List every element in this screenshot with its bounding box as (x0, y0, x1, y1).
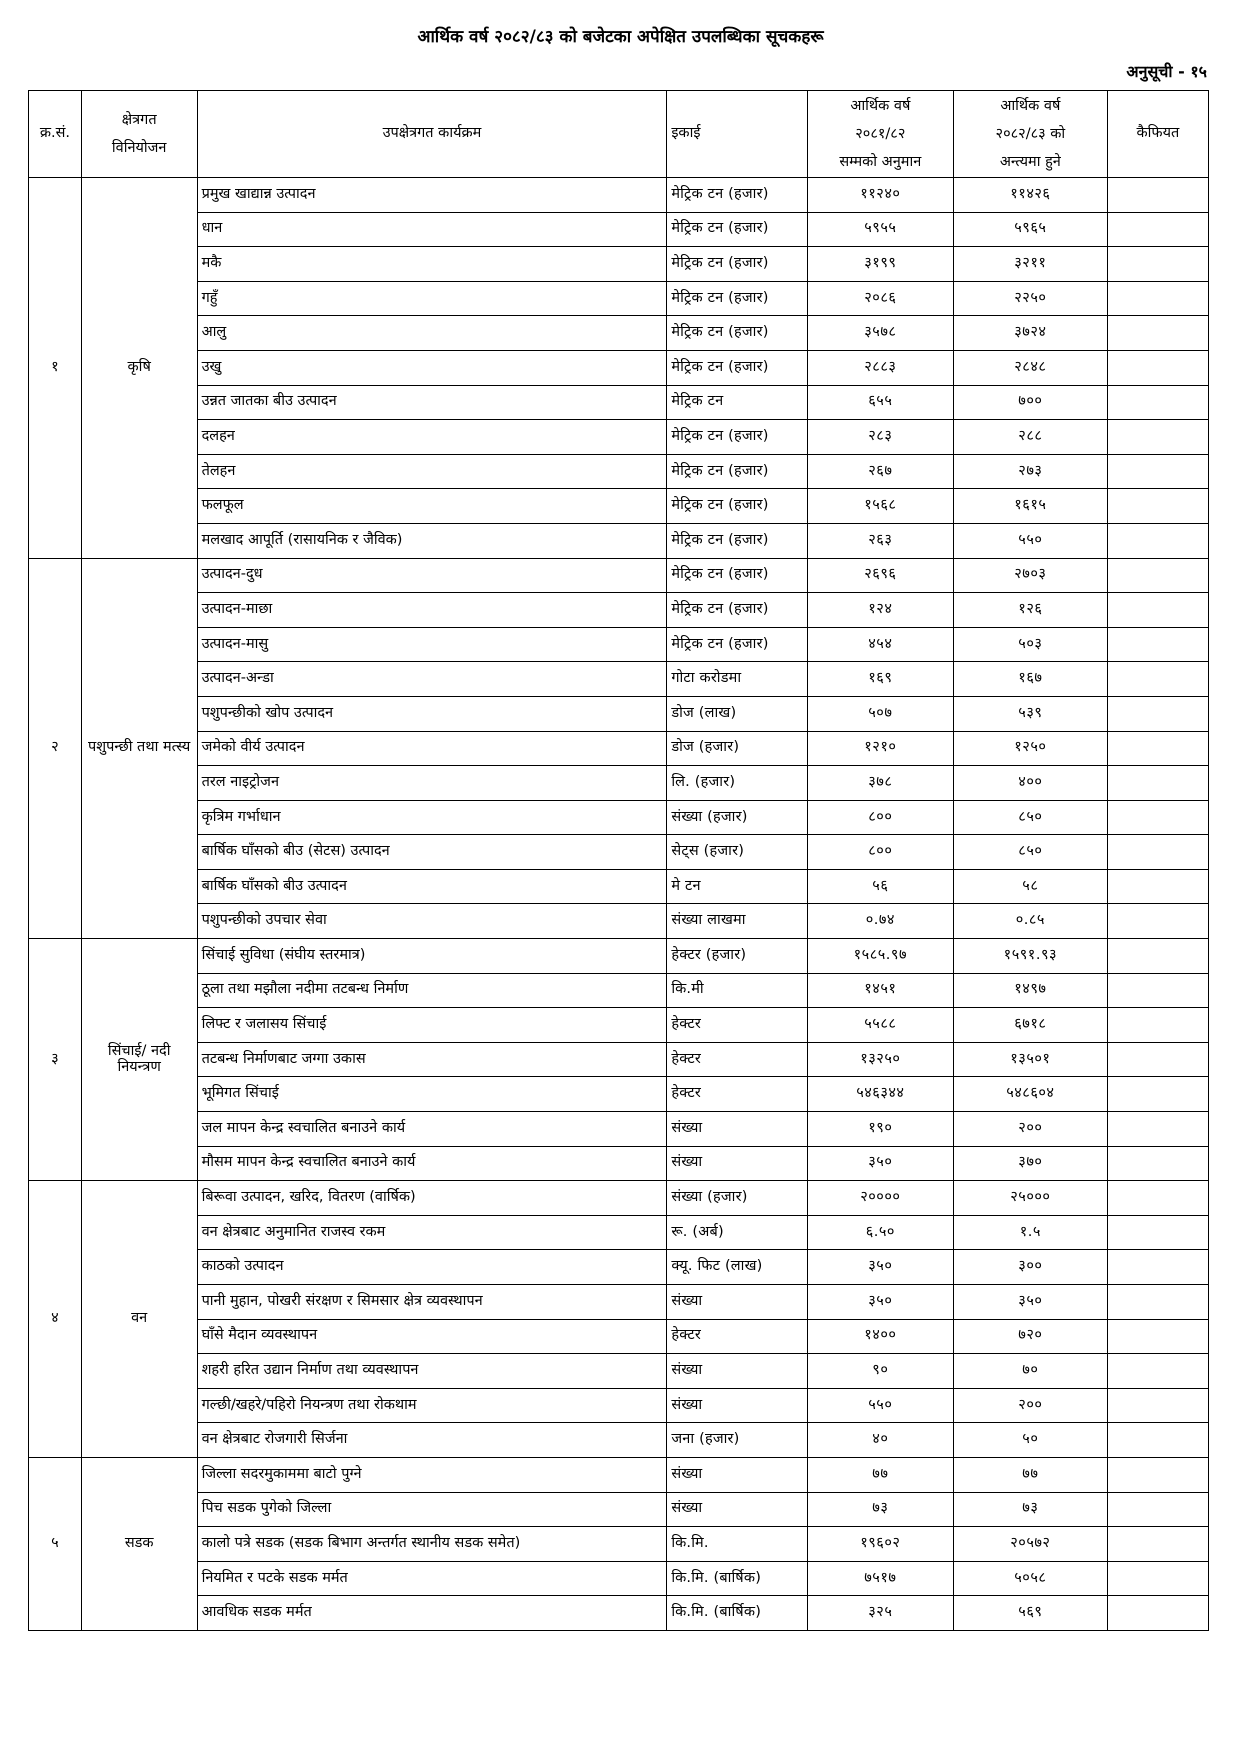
cell-remarks (1107, 1492, 1208, 1527)
table-row (29, 1527, 1209, 1562)
cell-unit: हेक्टर (हजार) (667, 939, 807, 974)
cell-unit: हेक्टर (667, 1077, 807, 1112)
cell-unit: जना (हजार) (667, 1423, 807, 1458)
cell-program: धान (197, 212, 667, 247)
cell-target: ७२० (953, 1319, 1107, 1354)
cell-target: ३०० (953, 1250, 1107, 1285)
table-row (29, 316, 1209, 351)
cell-estimate: २६७ (807, 454, 953, 489)
cell-program: पिच सडक पुगेको जिल्ला (197, 1492, 667, 1527)
table-row (29, 1285, 1209, 1320)
table-row (29, 1250, 1209, 1285)
cell-remarks (1107, 800, 1208, 835)
table-row (29, 627, 1209, 662)
cell-program: घाँसे मैदान व्यवस्थापन (197, 1319, 667, 1354)
cell-remarks (1107, 1215, 1208, 1250)
cell-remarks (1107, 316, 1208, 351)
cell-unit: मेट्रिक टन (हजार) (667, 454, 807, 489)
cell-remarks (1107, 1042, 1208, 1077)
cell-program: पानी मुहान, पोखरी संरक्षण र सिमसार क्षेत्र व्यवस्थापन (197, 1285, 667, 1320)
cell-program: उत्पादन-दुध (197, 558, 667, 593)
cell-remarks (1107, 696, 1208, 731)
cell-program: जल मापन केन्द्र स्वचालित बनाउने कार्य (197, 1112, 667, 1147)
cell-program: मकै (197, 247, 667, 282)
cell-estimate: १९६०२ (807, 1527, 953, 1562)
header-sn: क्र.सं. (29, 91, 82, 178)
cell-remarks (1107, 1112, 1208, 1147)
cell-estimate: १४०० (807, 1319, 953, 1354)
cell-remarks (1107, 1596, 1208, 1631)
cell-remarks (1107, 1561, 1208, 1596)
cell-unit: कि.मि. (667, 1527, 807, 1562)
cell-unit: मे टन (667, 869, 807, 904)
cell-program: ठूला तथा मझौला नदीमा तटबन्ध निर्माण (197, 973, 667, 1008)
cell-unit: कि.मी (667, 973, 807, 1008)
cell-remarks (1107, 731, 1208, 766)
cell-target: ५३९ (953, 696, 1107, 731)
table-row (29, 939, 1209, 974)
cell-estimate: ४० (807, 1423, 953, 1458)
cell-remarks (1107, 1146, 1208, 1181)
cell-remarks (1107, 523, 1208, 558)
cell-unit: संख्या (667, 1457, 807, 1492)
cell-target: २०० (953, 1112, 1107, 1147)
header-program: उपक्षेत्रगत कार्यक्रम (197, 91, 667, 178)
cell-estimate: ४५४ (807, 627, 953, 662)
cell-unit: गोटा करोडमा (667, 662, 807, 697)
header-sector-line2: विनियोजन (111, 140, 167, 156)
cell-estimate: १५८५.९७ (807, 939, 953, 974)
cell-estimate: १४५१ (807, 973, 953, 1008)
cell-target: ७३ (953, 1492, 1107, 1527)
cell-target: ८५० (953, 800, 1107, 835)
cell-target: ५०५८ (953, 1561, 1107, 1596)
cell-remarks (1107, 454, 1208, 489)
cell-unit: संख्या (667, 1388, 807, 1423)
table-row (29, 385, 1209, 420)
cell-estimate: ८०० (807, 800, 953, 835)
table-row (29, 1354, 1209, 1389)
table-row (29, 1077, 1209, 1112)
cell-remarks (1107, 1008, 1208, 1043)
table-row (29, 1215, 1209, 1250)
cell-target: १६१५ (953, 489, 1107, 524)
cell-remarks (1107, 766, 1208, 801)
cell-estimate: ३५७८ (807, 316, 953, 351)
cell-unit: मेट्रिक टन (हजार) (667, 316, 807, 351)
cell-target: ७०० (953, 385, 1107, 420)
cell-estimate: १२४ (807, 593, 953, 628)
cell-unit: संख्या लाखमा (667, 904, 807, 939)
cell-estimate: ७३ (807, 1492, 953, 1527)
table-row (29, 869, 1209, 904)
cell-program: गल्छी/खहरे/पहिरो नियन्त्रण तथा रोकथाम (197, 1388, 667, 1423)
cell-remarks (1107, 1285, 1208, 1320)
cell-remarks (1107, 869, 1208, 904)
cell-program: दलहन (197, 420, 667, 455)
table-row (29, 593, 1209, 628)
cell-estimate: १२१० (807, 731, 953, 766)
group-sector: सडक (81, 1457, 197, 1630)
cell-program: प्रमुख खाद्यान्न उत्पादन (197, 178, 667, 213)
cell-program: लिफ्ट र जलासय सिंचाई (197, 1008, 667, 1043)
cell-program: नियमित र पटके सडक मर्मत (197, 1561, 667, 1596)
cell-program: उत्पादन-माछा (197, 593, 667, 628)
page-title: आर्थिक वर्ष २०८२/८३ को बजेटका अपेक्षित उपलब्धिका सूचकहरू (417, 27, 824, 47)
cell-estimate: २८३ (807, 420, 953, 455)
cell-unit: मेट्रिक टन (हजार) (667, 627, 807, 662)
cell-unit: सेट्स (हजार) (667, 835, 807, 870)
cell-unit: संख्या (हजार) (667, 1181, 807, 1216)
cell-program: जमेको वीर्य उत्पादन (197, 731, 667, 766)
group-serial: ४ (29, 1181, 82, 1458)
cell-program: उन्नत जातका बीउ उत्पादन (197, 385, 667, 420)
table-row (29, 1492, 1209, 1527)
cell-unit: कि.मि. (बार्षिक) (667, 1596, 807, 1631)
table-row (29, 1008, 1209, 1043)
cell-unit: हेक्टर (667, 1008, 807, 1043)
table-row (29, 350, 1209, 385)
cell-estimate: ३५० (807, 1146, 953, 1181)
cell-estimate: ५४६३४४ (807, 1077, 953, 1112)
cell-estimate: १९० (807, 1112, 953, 1147)
cell-remarks (1107, 939, 1208, 974)
header-sector-line1: क्षेत्रगत (121, 112, 157, 128)
cell-program: तेलहन (197, 454, 667, 489)
cell-estimate: ३१९९ (807, 247, 953, 282)
cell-program: शहरी हरित उद्यान निर्माण तथा व्यवस्थापन (197, 1354, 667, 1389)
cell-unit: डोज (हजार) (667, 731, 807, 766)
cell-program: उत्पादन-मासु (197, 627, 667, 662)
header-unit: इकाई (667, 91, 807, 178)
group-sector: कृषि (81, 178, 197, 559)
cell-target: ५८ (953, 869, 1107, 904)
cell-target: ३७० (953, 1146, 1107, 1181)
cell-unit: कि.मि. (बार्षिक) (667, 1561, 807, 1596)
cell-program: पशुपन्छीको खोप उत्पादन (197, 696, 667, 731)
cell-estimate: २०००० (807, 1181, 953, 1216)
cell-unit: लि. (हजार) (667, 766, 807, 801)
cell-unit: संख्या (667, 1492, 807, 1527)
table-row (29, 1112, 1209, 1147)
cell-remarks (1107, 178, 1208, 213)
cell-estimate: २८८३ (807, 350, 953, 385)
cell-estimate: ३७८ (807, 766, 953, 801)
cell-target: ७० (953, 1354, 1107, 1389)
cell-program: तटबन्ध निर्माणबाट जग्गा उकास (197, 1042, 667, 1077)
cell-program: गहुँ (197, 281, 667, 316)
cell-program: आलु (197, 316, 667, 351)
cell-unit: मेट्रिक टन (हजार) (667, 420, 807, 455)
header-estimate (807, 91, 953, 178)
cell-unit: मेट्रिक टन (हजार) (667, 247, 807, 282)
cell-unit: हेक्टर (667, 1042, 807, 1077)
cell-remarks (1107, 627, 1208, 662)
cell-program: कृत्रिम गर्भाधान (197, 800, 667, 835)
table-row (29, 1181, 1209, 1216)
cell-unit: मेट्रिक टन (हजार) (667, 558, 807, 593)
cell-program: वन क्षेत्रबाट अनुमानित राजस्व रकम (197, 1215, 667, 1250)
cell-target: ५४८६०४ (953, 1077, 1107, 1112)
cell-estimate: ७५१७ (807, 1561, 953, 1596)
table-row (29, 489, 1209, 524)
table-row (29, 1457, 1209, 1492)
cell-program: उत्पादन-अन्डा (197, 662, 667, 697)
cell-target: ११४२६ (953, 178, 1107, 213)
group-serial: ५ (29, 1457, 82, 1630)
table-row (29, 835, 1209, 870)
cell-remarks (1107, 558, 1208, 593)
cell-unit: मेट्रिक टन (हजार) (667, 489, 807, 524)
table-row (29, 731, 1209, 766)
cell-unit: डोज (लाख) (667, 696, 807, 731)
cell-unit: संख्या (667, 1112, 807, 1147)
cell-unit: मेट्रिक टन (हजार) (667, 523, 807, 558)
cell-program: तरल नाइट्रोजन (197, 766, 667, 801)
table-row (29, 523, 1209, 558)
cell-remarks (1107, 973, 1208, 1008)
cell-target: ०.८५ (953, 904, 1107, 939)
indicator-table (28, 90, 1209, 1631)
cell-target: २७३ (953, 454, 1107, 489)
table-row (29, 766, 1209, 801)
cell-program: फलफूल (197, 489, 667, 524)
cell-target: १२६ (953, 593, 1107, 628)
cell-remarks (1107, 1077, 1208, 1112)
cell-estimate: १३२५० (807, 1042, 953, 1077)
cell-target: ३२११ (953, 247, 1107, 282)
cell-estimate: ०.७४ (807, 904, 953, 939)
cell-remarks (1107, 1388, 1208, 1423)
cell-estimate: ३२५ (807, 1596, 953, 1631)
cell-program: पशुपन्छीको उपचार सेवा (197, 904, 667, 939)
cell-target: ६७१८ (953, 1008, 1107, 1043)
cell-estimate: ५६ (807, 869, 953, 904)
table-body (29, 178, 1209, 1631)
cell-remarks (1107, 904, 1208, 939)
cell-target: ५० (953, 1423, 1107, 1458)
cell-unit: मेट्रिक टन (हजार) (667, 178, 807, 213)
cell-remarks (1107, 420, 1208, 455)
cell-unit: रू. (अर्ब) (667, 1215, 807, 1250)
cell-estimate: ३५० (807, 1285, 953, 1320)
cell-remarks (1107, 281, 1208, 316)
cell-program: बार्षिक घाँसको बीउ उत्पादन (197, 869, 667, 904)
table-row (29, 178, 1209, 213)
cell-program: जिल्ला सदरमुकाममा बाटो पुग्ने (197, 1457, 667, 1492)
cell-unit: मेट्रिक टन (हजार) (667, 350, 807, 385)
cell-target: ३७२४ (953, 316, 1107, 351)
cell-target: १४९७ (953, 973, 1107, 1008)
group-serial: २ (29, 558, 82, 939)
cell-program: कालो पत्रे सडक (सडक बिभाग अन्तर्गत स्थानीय सडक समेत) (197, 1527, 667, 1562)
cell-remarks (1107, 489, 1208, 524)
cell-program: बिरूवा उत्पादन, खरिद, वितरण (वार्षिक) (197, 1181, 667, 1216)
cell-program: मौसम मापन केन्द्र स्वचालित बनाउने कार्य (197, 1146, 667, 1181)
cell-remarks (1107, 662, 1208, 697)
cell-target: ३५० (953, 1285, 1107, 1320)
cell-unit: मेट्रिक टन (हजार) (667, 212, 807, 247)
cell-program: मलखाद आपूर्ति (रासायनिक र जैविक) (197, 523, 667, 558)
annex-label: अनुसूची - १५ (1126, 62, 1207, 81)
cell-estimate: १५६८ (807, 489, 953, 524)
cell-estimate: ५५८८ (807, 1008, 953, 1043)
table-row (29, 281, 1209, 316)
table-row (29, 1388, 1209, 1423)
group-serial: ३ (29, 939, 82, 1181)
header-target-line2: २०८२/८३ को (995, 126, 1066, 142)
header-row (29, 91, 1209, 178)
cell-remarks (1107, 835, 1208, 870)
cell-remarks (1107, 1319, 1208, 1354)
cell-program: वन क्षेत्रबाट रोजगारी सिर्जना (197, 1423, 667, 1458)
table-row (29, 904, 1209, 939)
cell-estimate: ६५५ (807, 385, 953, 420)
cell-target: ८५० (953, 835, 1107, 870)
cell-estimate: ८०० (807, 835, 953, 870)
cell-estimate: ५०७ (807, 696, 953, 731)
table-row (29, 973, 1209, 1008)
cell-target: २२५० (953, 281, 1107, 316)
cell-unit: संख्या (हजार) (667, 800, 807, 835)
cell-target: ५०३ (953, 627, 1107, 662)
cell-target: १६७ (953, 662, 1107, 697)
table-row (29, 454, 1209, 489)
table-row (29, 1423, 1209, 1458)
cell-target: ५५० (953, 523, 1107, 558)
table-row (29, 247, 1209, 282)
cell-remarks (1107, 1250, 1208, 1285)
header-estimate-line1: आर्थिक वर्ष (850, 98, 911, 114)
group-serial: १ (29, 178, 82, 559)
header-remarks: कैफियत (1107, 91, 1208, 178)
cell-remarks (1107, 1423, 1208, 1458)
cell-program: आवधिक सडक मर्मत (197, 1596, 667, 1631)
cell-remarks (1107, 212, 1208, 247)
cell-estimate: २०८६ (807, 281, 953, 316)
header-estimate-line2: २०८१/८२ (855, 126, 906, 142)
table-row (29, 662, 1209, 697)
cell-estimate: ५५० (807, 1388, 953, 1423)
cell-remarks (1107, 1457, 1208, 1492)
cell-unit: हेक्टर (667, 1319, 807, 1354)
cell-program: बार्षिक घाँसको बीउ (सेटस) उत्पादन (197, 835, 667, 870)
cell-estimate: ६.५० (807, 1215, 953, 1250)
header-target-line1: आर्थिक वर्ष (1000, 98, 1061, 114)
cell-unit: संख्या (667, 1354, 807, 1389)
cell-target: ७७ (953, 1457, 1107, 1492)
cell-target: ५६९ (953, 1596, 1107, 1631)
cell-target: २८८ (953, 420, 1107, 455)
table-row (29, 1596, 1209, 1631)
cell-estimate: १६९ (807, 662, 953, 697)
cell-estimate: २६३ (807, 523, 953, 558)
cell-unit: मेट्रिक टन (667, 385, 807, 420)
cell-unit: संख्या (667, 1285, 807, 1320)
group-sector: सिंचाई/ नदी नियन्त्रण (81, 939, 197, 1181)
group-sector: पशुपन्छी तथा मत्स्य (81, 558, 197, 939)
cell-target: २८४८ (953, 350, 1107, 385)
cell-target: ५९६५ (953, 212, 1107, 247)
table-row (29, 696, 1209, 731)
cell-estimate: ११२४० (807, 178, 953, 213)
cell-unit: मेट्रिक टन (हजार) (667, 593, 807, 628)
cell-remarks (1107, 385, 1208, 420)
header-target (953, 91, 1107, 178)
cell-target: १.५ (953, 1215, 1107, 1250)
table-row (29, 1561, 1209, 1596)
cell-target: १३५०१ (953, 1042, 1107, 1077)
table-row (29, 212, 1209, 247)
cell-unit: क्यू. फिट (लाख) (667, 1250, 807, 1285)
table-row (29, 1319, 1209, 1354)
cell-program: काठको उत्पादन (197, 1250, 667, 1285)
header-estimate-line3: सम्मको अनुमान (839, 154, 922, 170)
table-row (29, 1146, 1209, 1181)
cell-unit: संख्या (667, 1146, 807, 1181)
table-row (29, 420, 1209, 455)
cell-estimate: ७७ (807, 1457, 953, 1492)
table-row (29, 800, 1209, 835)
cell-target: १५९१.९३ (953, 939, 1107, 974)
cell-remarks (1107, 350, 1208, 385)
cell-estimate: ३५० (807, 1250, 953, 1285)
cell-remarks (1107, 1181, 1208, 1216)
header-target-line3: अन्त्यमा हुने (999, 154, 1061, 170)
cell-estimate: ५९५५ (807, 212, 953, 247)
table-row (29, 558, 1209, 593)
cell-estimate: ९० (807, 1354, 953, 1389)
cell-estimate: २६९६ (807, 558, 953, 593)
cell-remarks (1107, 593, 1208, 628)
cell-remarks (1107, 1354, 1208, 1389)
group-sector: वन (81, 1181, 197, 1458)
cell-target: २०५७२ (953, 1527, 1107, 1562)
cell-program: सिंचाई सुविधा (संघीय स्तरमात्र) (197, 939, 667, 974)
cell-target: २७०३ (953, 558, 1107, 593)
cell-program: उखु (197, 350, 667, 385)
cell-target: २०० (953, 1388, 1107, 1423)
cell-target: ४०० (953, 766, 1107, 801)
table-row (29, 1042, 1209, 1077)
cell-target: २५००० (953, 1181, 1107, 1216)
cell-unit: मेट्रिक टन (हजार) (667, 281, 807, 316)
header-sector (81, 91, 197, 178)
cell-program: भूमिगत सिंचाई (197, 1077, 667, 1112)
cell-remarks (1107, 1527, 1208, 1562)
cell-target: १२५० (953, 731, 1107, 766)
cell-remarks (1107, 247, 1208, 282)
